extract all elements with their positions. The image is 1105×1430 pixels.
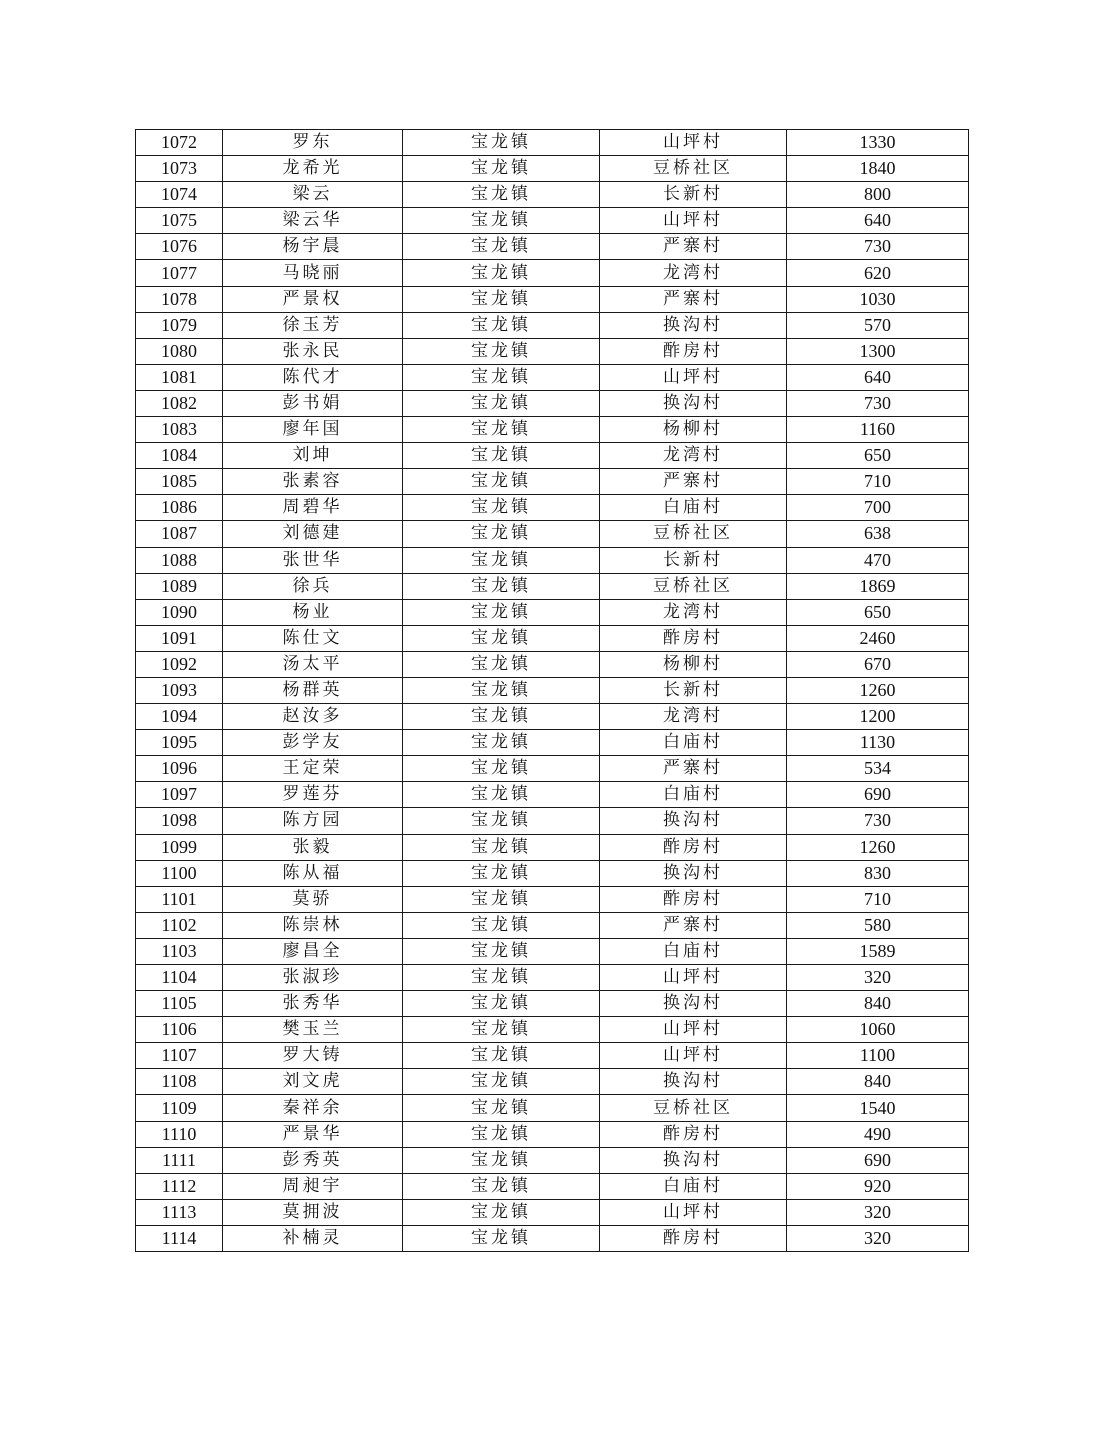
cell-village: 严寨村 bbox=[600, 286, 787, 312]
cell-name: 张素容 bbox=[223, 469, 403, 495]
cell-town: 宝龙镇 bbox=[403, 208, 600, 234]
cell-town: 宝龙镇 bbox=[403, 912, 600, 938]
cell-name: 杨宇晨 bbox=[223, 234, 403, 260]
cell-town: 宝龙镇 bbox=[403, 756, 600, 782]
table-row bbox=[136, 1147, 969, 1173]
cell-town: 宝龙镇 bbox=[403, 730, 600, 756]
cell-town: 宝龙镇 bbox=[403, 1043, 600, 1069]
cell-town: 宝龙镇 bbox=[403, 182, 600, 208]
cell-name: 张秀华 bbox=[223, 991, 403, 1017]
table-row bbox=[136, 286, 969, 312]
cell-amount: 1260 bbox=[787, 677, 969, 703]
cell-name: 周碧华 bbox=[223, 495, 403, 521]
cell-serial-number: 1097 bbox=[136, 782, 223, 808]
cell-town: 宝龙镇 bbox=[403, 1069, 600, 1095]
table-row bbox=[136, 469, 969, 495]
cell-name: 陈从福 bbox=[223, 860, 403, 886]
cell-amount: 320 bbox=[787, 965, 969, 991]
table-row bbox=[136, 730, 969, 756]
cell-serial-number: 1078 bbox=[136, 286, 223, 312]
cell-village: 山坪村 bbox=[600, 1043, 787, 1069]
cell-amount: 840 bbox=[787, 1069, 969, 1095]
cell-serial-number: 1090 bbox=[136, 599, 223, 625]
cell-name: 陈代才 bbox=[223, 364, 403, 390]
cell-serial-number: 1089 bbox=[136, 573, 223, 599]
table-row bbox=[136, 938, 969, 964]
table-row bbox=[136, 573, 969, 599]
cell-serial-number: 1072 bbox=[136, 130, 223, 156]
cell-town: 宝龙镇 bbox=[403, 1095, 600, 1121]
table-row bbox=[136, 182, 969, 208]
cell-village: 豆桥社区 bbox=[600, 156, 787, 182]
cell-amount: 620 bbox=[787, 260, 969, 286]
cell-serial-number: 1083 bbox=[136, 417, 223, 443]
table-row bbox=[136, 808, 969, 834]
cell-village: 酢房村 bbox=[600, 1225, 787, 1251]
cell-village: 严寨村 bbox=[600, 756, 787, 782]
cell-village: 严寨村 bbox=[600, 469, 787, 495]
cell-serial-number: 1095 bbox=[136, 730, 223, 756]
cell-town: 宝龙镇 bbox=[403, 651, 600, 677]
cell-name: 罗莲芬 bbox=[223, 782, 403, 808]
cell-village: 杨柳村 bbox=[600, 651, 787, 677]
cell-serial-number: 1081 bbox=[136, 364, 223, 390]
cell-village: 龙湾村 bbox=[600, 443, 787, 469]
cell-town: 宝龙镇 bbox=[403, 390, 600, 416]
cell-town: 宝龙镇 bbox=[403, 1199, 600, 1225]
cell-village: 白庙村 bbox=[600, 782, 787, 808]
cell-serial-number: 1108 bbox=[136, 1069, 223, 1095]
cell-town: 宝龙镇 bbox=[403, 469, 600, 495]
cell-name: 秦祥余 bbox=[223, 1095, 403, 1121]
cell-amount: 730 bbox=[787, 390, 969, 416]
table-row bbox=[136, 208, 969, 234]
cell-name: 廖昌全 bbox=[223, 938, 403, 964]
cell-village: 换沟村 bbox=[600, 860, 787, 886]
cell-amount: 470 bbox=[787, 547, 969, 573]
cell-name: 张毅 bbox=[223, 834, 403, 860]
cell-town: 宝龙镇 bbox=[403, 1147, 600, 1173]
cell-serial-number: 1077 bbox=[136, 260, 223, 286]
cell-village: 换沟村 bbox=[600, 1147, 787, 1173]
cell-amount: 1840 bbox=[787, 156, 969, 182]
cell-village: 长新村 bbox=[600, 547, 787, 573]
cell-serial-number: 1103 bbox=[136, 938, 223, 964]
cell-name: 张淑珍 bbox=[223, 965, 403, 991]
table-row bbox=[136, 1017, 969, 1043]
cell-amount: 1100 bbox=[787, 1043, 969, 1069]
cell-amount: 710 bbox=[787, 886, 969, 912]
cell-serial-number: 1084 bbox=[136, 443, 223, 469]
cell-town: 宝龙镇 bbox=[403, 782, 600, 808]
cell-town: 宝龙镇 bbox=[403, 625, 600, 651]
table-row bbox=[136, 991, 969, 1017]
cell-village: 白庙村 bbox=[600, 730, 787, 756]
cell-serial-number: 1111 bbox=[136, 1147, 223, 1173]
cell-name: 陈方园 bbox=[223, 808, 403, 834]
table-row bbox=[136, 130, 969, 156]
cell-amount: 1330 bbox=[787, 130, 969, 156]
cell-name: 樊玉兰 bbox=[223, 1017, 403, 1043]
cell-serial-number: 1114 bbox=[136, 1225, 223, 1251]
table-row bbox=[136, 782, 969, 808]
cell-town: 宝龙镇 bbox=[403, 1225, 600, 1251]
cell-amount: 640 bbox=[787, 364, 969, 390]
cell-serial-number: 1091 bbox=[136, 625, 223, 651]
cell-village: 山坪村 bbox=[600, 965, 787, 991]
cell-name: 廖年国 bbox=[223, 417, 403, 443]
table-row bbox=[136, 860, 969, 886]
table-row bbox=[136, 495, 969, 521]
table-row bbox=[136, 677, 969, 703]
cell-town: 宝龙镇 bbox=[403, 704, 600, 730]
cell-name: 汤太平 bbox=[223, 651, 403, 677]
cell-amount: 320 bbox=[787, 1199, 969, 1225]
cell-town: 宝龙镇 bbox=[403, 260, 600, 286]
cell-name: 严景华 bbox=[223, 1121, 403, 1147]
cell-name: 刘德建 bbox=[223, 521, 403, 547]
cell-village: 豆桥社区 bbox=[600, 573, 787, 599]
table-row bbox=[136, 756, 969, 782]
cell-village: 杨柳村 bbox=[600, 417, 787, 443]
cell-name: 龙希光 bbox=[223, 156, 403, 182]
cell-amount: 640 bbox=[787, 208, 969, 234]
cell-serial-number: 1105 bbox=[136, 991, 223, 1017]
cell-serial-number: 1088 bbox=[136, 547, 223, 573]
cell-name: 陈崇林 bbox=[223, 912, 403, 938]
cell-village: 白庙村 bbox=[600, 1173, 787, 1199]
cell-name: 陈仕文 bbox=[223, 625, 403, 651]
cell-name: 彭书娟 bbox=[223, 390, 403, 416]
cell-village: 换沟村 bbox=[600, 312, 787, 338]
cell-village: 山坪村 bbox=[600, 208, 787, 234]
cell-amount: 638 bbox=[787, 521, 969, 547]
cell-town: 宝龙镇 bbox=[403, 495, 600, 521]
cell-name: 张世华 bbox=[223, 547, 403, 573]
cell-amount: 800 bbox=[787, 182, 969, 208]
cell-amount: 830 bbox=[787, 860, 969, 886]
cell-village: 龙湾村 bbox=[600, 704, 787, 730]
cell-name: 严景权 bbox=[223, 286, 403, 312]
cell-amount: 920 bbox=[787, 1173, 969, 1199]
cell-amount: 710 bbox=[787, 469, 969, 495]
cell-name: 杨群英 bbox=[223, 677, 403, 703]
cell-amount: 320 bbox=[787, 1225, 969, 1251]
cell-amount: 1160 bbox=[787, 417, 969, 443]
cell-name: 梁云华 bbox=[223, 208, 403, 234]
table-row bbox=[136, 704, 969, 730]
cell-town: 宝龙镇 bbox=[403, 808, 600, 834]
cell-amount: 1869 bbox=[787, 573, 969, 599]
cell-village: 龙湾村 bbox=[600, 599, 787, 625]
cell-name: 梁云 bbox=[223, 182, 403, 208]
cell-name: 马晓丽 bbox=[223, 260, 403, 286]
cell-town: 宝龙镇 bbox=[403, 1173, 600, 1199]
cell-village: 严寨村 bbox=[600, 912, 787, 938]
cell-village: 酢房村 bbox=[600, 338, 787, 364]
table-row bbox=[136, 521, 969, 547]
cell-village: 酢房村 bbox=[600, 625, 787, 651]
table-row bbox=[136, 390, 969, 416]
cell-name: 张永民 bbox=[223, 338, 403, 364]
cell-amount: 690 bbox=[787, 782, 969, 808]
cell-serial-number: 1113 bbox=[136, 1199, 223, 1225]
cell-town: 宝龙镇 bbox=[403, 1017, 600, 1043]
cell-serial-number: 1079 bbox=[136, 312, 223, 338]
cell-amount: 650 bbox=[787, 599, 969, 625]
cell-amount: 2460 bbox=[787, 625, 969, 651]
table-row bbox=[136, 547, 969, 573]
cell-serial-number: 1098 bbox=[136, 808, 223, 834]
cell-serial-number: 1074 bbox=[136, 182, 223, 208]
table-row bbox=[136, 651, 969, 677]
cell-serial-number: 1104 bbox=[136, 965, 223, 991]
cell-serial-number: 1092 bbox=[136, 651, 223, 677]
cell-village: 严寨村 bbox=[600, 234, 787, 260]
table-row bbox=[136, 1095, 969, 1121]
cell-serial-number: 1110 bbox=[136, 1121, 223, 1147]
table-row bbox=[136, 1121, 969, 1147]
cell-town: 宝龙镇 bbox=[403, 156, 600, 182]
cell-amount: 1060 bbox=[787, 1017, 969, 1043]
table-row bbox=[136, 234, 969, 260]
cell-village: 长新村 bbox=[600, 677, 787, 703]
table-row bbox=[136, 260, 969, 286]
table-row bbox=[136, 312, 969, 338]
table-row bbox=[136, 338, 969, 364]
cell-town: 宝龙镇 bbox=[403, 443, 600, 469]
cell-town: 宝龙镇 bbox=[403, 599, 600, 625]
cell-amount: 670 bbox=[787, 651, 969, 677]
cell-serial-number: 1109 bbox=[136, 1095, 223, 1121]
cell-serial-number: 1099 bbox=[136, 834, 223, 860]
cell-village: 龙湾村 bbox=[600, 260, 787, 286]
cell-name: 莫骄 bbox=[223, 886, 403, 912]
cell-name: 刘文虎 bbox=[223, 1069, 403, 1095]
table-row bbox=[136, 156, 969, 182]
cell-amount: 1540 bbox=[787, 1095, 969, 1121]
cell-amount: 730 bbox=[787, 234, 969, 260]
cell-village: 豆桥社区 bbox=[600, 1095, 787, 1121]
cell-town: 宝龙镇 bbox=[403, 521, 600, 547]
cell-amount: 1030 bbox=[787, 286, 969, 312]
cell-amount: 1200 bbox=[787, 704, 969, 730]
cell-village: 换沟村 bbox=[600, 808, 787, 834]
cell-name: 周昶宇 bbox=[223, 1173, 403, 1199]
cell-village: 酢房村 bbox=[600, 1121, 787, 1147]
table-row bbox=[136, 1225, 969, 1251]
cell-serial-number: 1076 bbox=[136, 234, 223, 260]
cell-serial-number: 1107 bbox=[136, 1043, 223, 1069]
cell-name: 莫拥波 bbox=[223, 1199, 403, 1225]
cell-name: 罗大铸 bbox=[223, 1043, 403, 1069]
table-row bbox=[136, 599, 969, 625]
cell-serial-number: 1093 bbox=[136, 677, 223, 703]
cell-town: 宝龙镇 bbox=[403, 834, 600, 860]
cell-village: 山坪村 bbox=[600, 1017, 787, 1043]
cell-name: 王定荣 bbox=[223, 756, 403, 782]
cell-name: 罗东 bbox=[223, 130, 403, 156]
cell-serial-number: 1075 bbox=[136, 208, 223, 234]
cell-town: 宝龙镇 bbox=[403, 130, 600, 156]
table-body bbox=[136, 130, 969, 1252]
table-row bbox=[136, 965, 969, 991]
cell-serial-number: 1086 bbox=[136, 495, 223, 521]
cell-town: 宝龙镇 bbox=[403, 364, 600, 390]
cell-serial-number: 1073 bbox=[136, 156, 223, 182]
table-row bbox=[136, 625, 969, 651]
cell-town: 宝龙镇 bbox=[403, 860, 600, 886]
cell-name: 彭秀英 bbox=[223, 1147, 403, 1173]
cell-amount: 650 bbox=[787, 443, 969, 469]
cell-amount: 1260 bbox=[787, 834, 969, 860]
cell-town: 宝龙镇 bbox=[403, 338, 600, 364]
cell-name: 赵汝多 bbox=[223, 704, 403, 730]
cell-village: 换沟村 bbox=[600, 1069, 787, 1095]
cell-serial-number: 1096 bbox=[136, 756, 223, 782]
cell-serial-number: 1087 bbox=[136, 521, 223, 547]
cell-town: 宝龙镇 bbox=[403, 547, 600, 573]
cell-serial-number: 1112 bbox=[136, 1173, 223, 1199]
table-row bbox=[136, 886, 969, 912]
cell-town: 宝龙镇 bbox=[403, 234, 600, 260]
cell-village: 酢房村 bbox=[600, 834, 787, 860]
cell-amount: 700 bbox=[787, 495, 969, 521]
cell-village: 换沟村 bbox=[600, 991, 787, 1017]
cell-name: 彭学友 bbox=[223, 730, 403, 756]
cell-amount: 1130 bbox=[787, 730, 969, 756]
table-row bbox=[136, 417, 969, 443]
cell-serial-number: 1101 bbox=[136, 886, 223, 912]
cell-town: 宝龙镇 bbox=[403, 938, 600, 964]
table-row bbox=[136, 1069, 969, 1095]
cell-amount: 840 bbox=[787, 991, 969, 1017]
cell-serial-number: 1102 bbox=[136, 912, 223, 938]
table-row bbox=[136, 443, 969, 469]
cell-amount: 690 bbox=[787, 1147, 969, 1173]
cell-serial-number: 1094 bbox=[136, 704, 223, 730]
cell-village: 白庙村 bbox=[600, 938, 787, 964]
cell-amount: 1589 bbox=[787, 938, 969, 964]
cell-serial-number: 1082 bbox=[136, 390, 223, 416]
cell-serial-number: 1085 bbox=[136, 469, 223, 495]
cell-amount: 534 bbox=[787, 756, 969, 782]
cell-serial-number: 1106 bbox=[136, 1017, 223, 1043]
cell-town: 宝龙镇 bbox=[403, 991, 600, 1017]
cell-village: 白庙村 bbox=[600, 495, 787, 521]
table-row bbox=[136, 912, 969, 938]
cell-amount: 490 bbox=[787, 1121, 969, 1147]
table-row bbox=[136, 1043, 969, 1069]
cell-name: 杨业 bbox=[223, 599, 403, 625]
cell-village: 山坪村 bbox=[600, 364, 787, 390]
cell-village: 豆桥社区 bbox=[600, 521, 787, 547]
cell-amount: 1300 bbox=[787, 338, 969, 364]
table-row bbox=[136, 364, 969, 390]
cell-serial-number: 1100 bbox=[136, 860, 223, 886]
cell-town: 宝龙镇 bbox=[403, 965, 600, 991]
data-table bbox=[135, 129, 969, 1252]
cell-town: 宝龙镇 bbox=[403, 886, 600, 912]
cell-name: 徐玉芳 bbox=[223, 312, 403, 338]
table-row bbox=[136, 1199, 969, 1225]
cell-village: 山坪村 bbox=[600, 1199, 787, 1225]
cell-village: 长新村 bbox=[600, 182, 787, 208]
cell-town: 宝龙镇 bbox=[403, 312, 600, 338]
cell-name: 徐兵 bbox=[223, 573, 403, 599]
table-row bbox=[136, 1173, 969, 1199]
cell-amount: 580 bbox=[787, 912, 969, 938]
cell-amount: 570 bbox=[787, 312, 969, 338]
cell-village: 换沟村 bbox=[600, 390, 787, 416]
cell-village: 酢房村 bbox=[600, 886, 787, 912]
cell-name: 补楠灵 bbox=[223, 1225, 403, 1251]
cell-town: 宝龙镇 bbox=[403, 417, 600, 443]
cell-village: 山坪村 bbox=[600, 130, 787, 156]
cell-serial-number: 1080 bbox=[136, 338, 223, 364]
cell-town: 宝龙镇 bbox=[403, 1121, 600, 1147]
cell-town: 宝龙镇 bbox=[403, 677, 600, 703]
table-row bbox=[136, 834, 969, 860]
cell-name: 刘坤 bbox=[223, 443, 403, 469]
cell-town: 宝龙镇 bbox=[403, 286, 600, 312]
cell-town: 宝龙镇 bbox=[403, 573, 600, 599]
cell-amount: 730 bbox=[787, 808, 969, 834]
